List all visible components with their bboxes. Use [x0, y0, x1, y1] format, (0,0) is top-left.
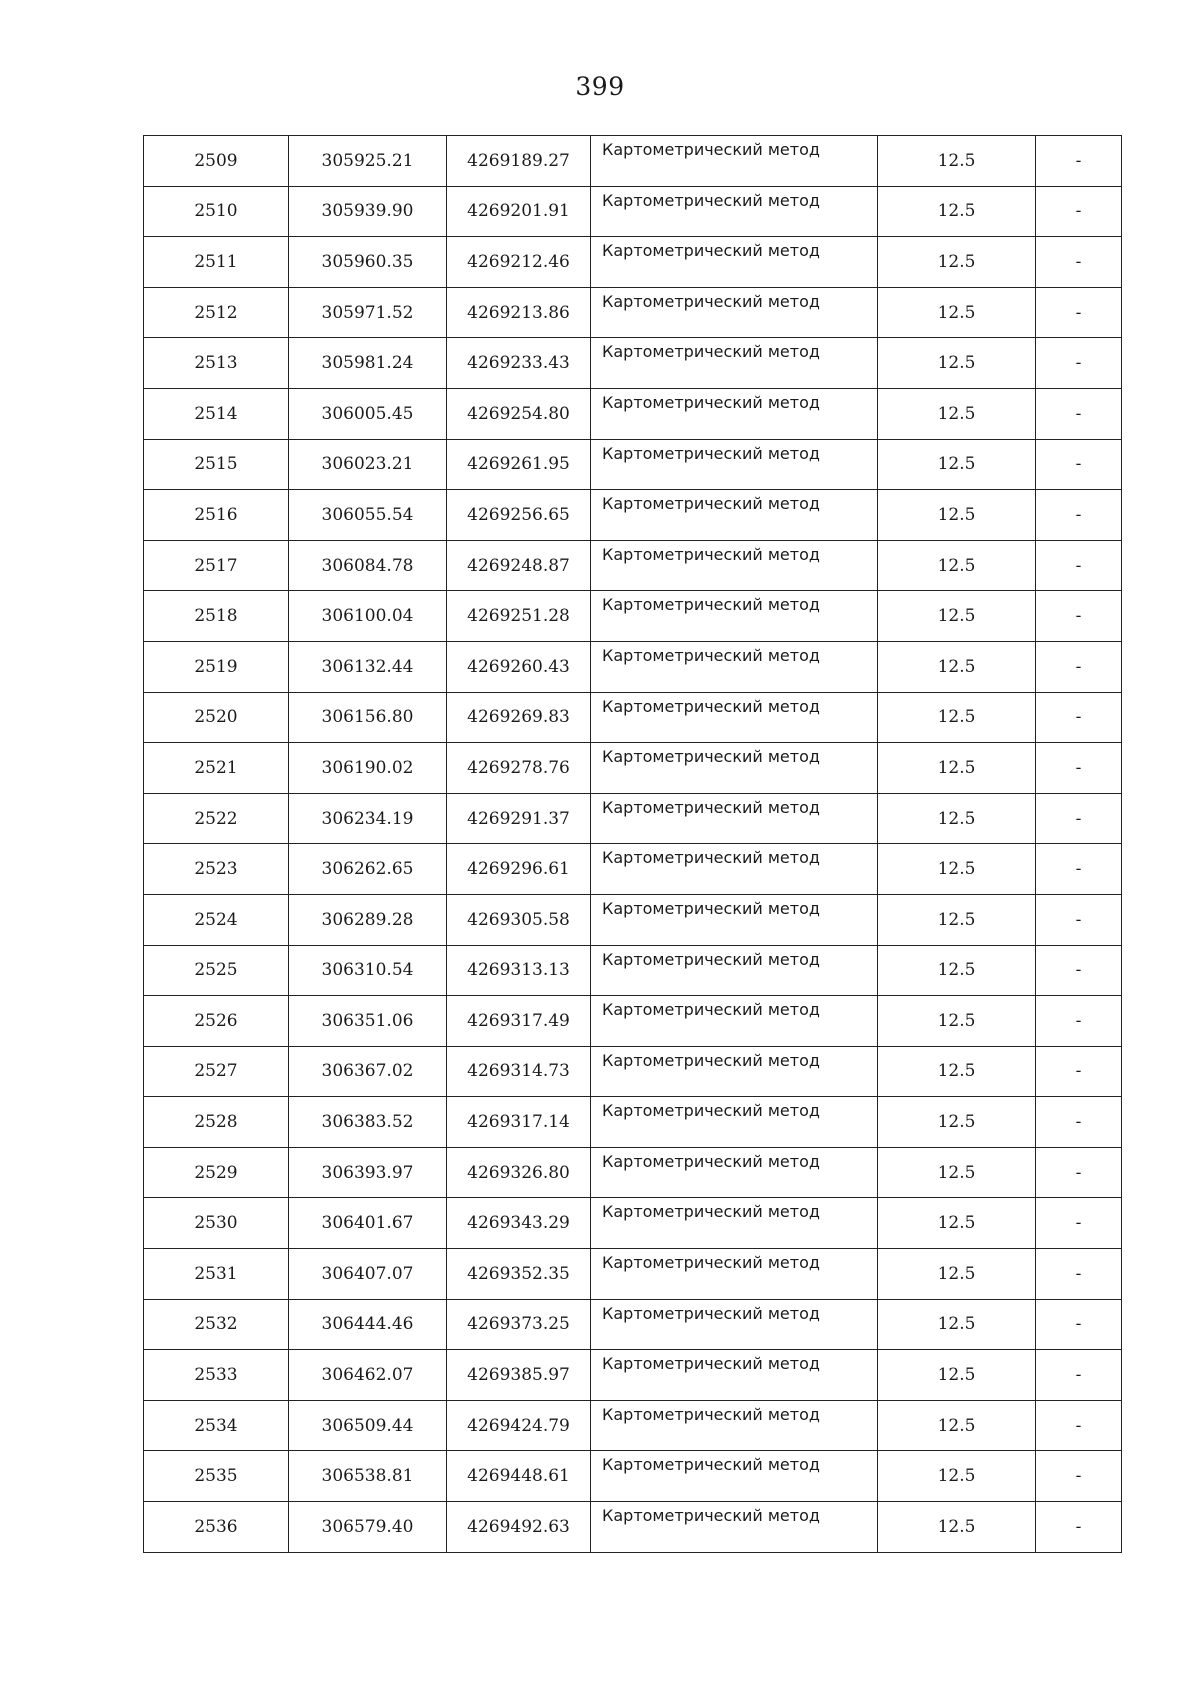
- y-coordinate-cell: 4269254.80: [447, 388, 591, 439]
- point-number-cell: 2524: [144, 894, 289, 945]
- point-number-cell: 2529: [144, 1147, 289, 1198]
- method-cell: Картометрический метод: [591, 1350, 878, 1401]
- point-number-cell: 2526: [144, 996, 289, 1047]
- point-number-cell: 2535: [144, 1451, 289, 1502]
- point-number-cell: 2523: [144, 844, 289, 895]
- x-coordinate-cell: 306579.40: [289, 1502, 447, 1553]
- accuracy-cell: 12.5: [878, 439, 1036, 490]
- x-coordinate-cell: 305925.21: [289, 136, 447, 187]
- accuracy-cell: 12.5: [878, 1400, 1036, 1451]
- method-cell: Картометрический метод: [591, 692, 878, 743]
- point-number-cell: 2530: [144, 1198, 289, 1249]
- table-row: [144, 996, 1122, 1047]
- coordinates-table-body: [144, 136, 1122, 1553]
- y-coordinate-cell: 4269248.87: [447, 540, 591, 591]
- table-row: [144, 1249, 1122, 1300]
- x-coordinate-cell: 306156.80: [289, 692, 447, 743]
- note-cell: -: [1036, 287, 1122, 338]
- y-coordinate-cell: 4269278.76: [447, 743, 591, 794]
- point-number-cell: 2527: [144, 1046, 289, 1097]
- table-row: [144, 338, 1122, 389]
- method-cell: Картометрический метод: [591, 1097, 878, 1148]
- y-coordinate-cell: 4269305.58: [447, 894, 591, 945]
- accuracy-cell: 12.5: [878, 1502, 1036, 1553]
- accuracy-cell: 12.5: [878, 490, 1036, 541]
- point-number-cell: 2520: [144, 692, 289, 743]
- note-cell: -: [1036, 692, 1122, 743]
- table-row: [144, 1198, 1122, 1249]
- x-coordinate-cell: 306055.54: [289, 490, 447, 541]
- point-number-cell: 2516: [144, 490, 289, 541]
- x-coordinate-cell: 306234.19: [289, 793, 447, 844]
- note-cell: -: [1036, 844, 1122, 895]
- y-coordinate-cell: 4269233.43: [447, 338, 591, 389]
- accuracy-cell: 12.5: [878, 1147, 1036, 1198]
- x-coordinate-cell: 306407.07: [289, 1249, 447, 1300]
- point-number-cell: 2536: [144, 1502, 289, 1553]
- point-number-cell: 2522: [144, 793, 289, 844]
- table-row: [144, 1147, 1122, 1198]
- y-coordinate-cell: 4269343.29: [447, 1198, 591, 1249]
- note-cell: -: [1036, 540, 1122, 591]
- method-cell: Картометрический метод: [591, 540, 878, 591]
- x-coordinate-cell: 306289.28: [289, 894, 447, 945]
- y-coordinate-cell: 4269373.25: [447, 1299, 591, 1350]
- table-row: [144, 1097, 1122, 1148]
- x-coordinate-cell: 305960.35: [289, 237, 447, 288]
- y-coordinate-cell: 4269251.28: [447, 591, 591, 642]
- x-coordinate-cell: 306100.04: [289, 591, 447, 642]
- accuracy-cell: 12.5: [878, 388, 1036, 439]
- accuracy-cell: 12.5: [878, 136, 1036, 187]
- accuracy-cell: 12.5: [878, 743, 1036, 794]
- accuracy-cell: 12.5: [878, 641, 1036, 692]
- point-number-cell: 2509: [144, 136, 289, 187]
- method-cell: Картометрический метод: [591, 1198, 878, 1249]
- table-row: [144, 439, 1122, 490]
- x-coordinate-cell: 306538.81: [289, 1451, 447, 1502]
- y-coordinate-cell: 4269296.61: [447, 844, 591, 895]
- method-cell: Картометрический метод: [591, 996, 878, 1047]
- method-cell: Картометрический метод: [591, 388, 878, 439]
- note-cell: -: [1036, 1198, 1122, 1249]
- table-row: [144, 641, 1122, 692]
- table-row: [144, 287, 1122, 338]
- x-coordinate-cell: 306444.46: [289, 1299, 447, 1350]
- table-row: [144, 894, 1122, 945]
- y-coordinate-cell: 4269448.61: [447, 1451, 591, 1502]
- coordinates-table: [143, 135, 1122, 1553]
- accuracy-cell: 12.5: [878, 1350, 1036, 1401]
- y-coordinate-cell: 4269256.65: [447, 490, 591, 541]
- table-row: [144, 1451, 1122, 1502]
- note-cell: -: [1036, 1147, 1122, 1198]
- point-number-cell: 2521: [144, 743, 289, 794]
- x-coordinate-cell: 306393.97: [289, 1147, 447, 1198]
- method-cell: Картометрический метод: [591, 591, 878, 642]
- accuracy-cell: 12.5: [878, 338, 1036, 389]
- y-coordinate-cell: 4269189.27: [447, 136, 591, 187]
- accuracy-cell: 12.5: [878, 237, 1036, 288]
- note-cell: -: [1036, 338, 1122, 389]
- table-row: [144, 1299, 1122, 1350]
- method-cell: Картометрический метод: [591, 945, 878, 996]
- accuracy-cell: 12.5: [878, 1198, 1036, 1249]
- table-row: [144, 1502, 1122, 1553]
- table-row: [144, 591, 1122, 642]
- x-coordinate-cell: 306367.02: [289, 1046, 447, 1097]
- x-coordinate-cell: 306005.45: [289, 388, 447, 439]
- method-cell: Картометрический метод: [591, 641, 878, 692]
- accuracy-cell: 12.5: [878, 591, 1036, 642]
- y-coordinate-cell: 4269212.46: [447, 237, 591, 288]
- accuracy-cell: 12.5: [878, 1451, 1036, 1502]
- point-number-cell: 2532: [144, 1299, 289, 1350]
- point-number-cell: 2517: [144, 540, 289, 591]
- method-cell: Картометрический метод: [591, 490, 878, 541]
- y-coordinate-cell: 4269213.86: [447, 287, 591, 338]
- x-coordinate-cell: 306084.78: [289, 540, 447, 591]
- note-cell: -: [1036, 1350, 1122, 1401]
- x-coordinate-cell: 306509.44: [289, 1400, 447, 1451]
- point-number-cell: 2518: [144, 591, 289, 642]
- note-cell: -: [1036, 186, 1122, 237]
- table-row: [144, 692, 1122, 743]
- note-cell: -: [1036, 894, 1122, 945]
- note-cell: -: [1036, 591, 1122, 642]
- table-row: [144, 1350, 1122, 1401]
- note-cell: -: [1036, 490, 1122, 541]
- accuracy-cell: 12.5: [878, 945, 1036, 996]
- table-row: [144, 1400, 1122, 1451]
- y-coordinate-cell: 4269492.63: [447, 1502, 591, 1553]
- method-cell: Картометрический метод: [591, 439, 878, 490]
- method-cell: Картометрический метод: [591, 287, 878, 338]
- y-coordinate-cell: 4269424.79: [447, 1400, 591, 1451]
- accuracy-cell: 12.5: [878, 1097, 1036, 1148]
- point-number-cell: 2514: [144, 388, 289, 439]
- x-coordinate-cell: 306190.02: [289, 743, 447, 794]
- x-coordinate-cell: 306132.44: [289, 641, 447, 692]
- table-row: [144, 844, 1122, 895]
- note-cell: -: [1036, 237, 1122, 288]
- method-cell: Картометрический метод: [591, 1147, 878, 1198]
- method-cell: Картометрический метод: [591, 186, 878, 237]
- y-coordinate-cell: 4269385.97: [447, 1350, 591, 1401]
- x-coordinate-cell: 306262.65: [289, 844, 447, 895]
- x-coordinate-cell: 306383.52: [289, 1097, 447, 1148]
- method-cell: Картометрический метод: [591, 136, 878, 187]
- y-coordinate-cell: 4269317.14: [447, 1097, 591, 1148]
- accuracy-cell: 12.5: [878, 287, 1036, 338]
- note-cell: -: [1036, 1451, 1122, 1502]
- accuracy-cell: 12.5: [878, 793, 1036, 844]
- y-coordinate-cell: 4269313.13: [447, 945, 591, 996]
- method-cell: Картометрический метод: [591, 1299, 878, 1350]
- table-row: [144, 743, 1122, 794]
- method-cell: Картометрический метод: [591, 894, 878, 945]
- method-cell: Картометрический метод: [591, 844, 878, 895]
- accuracy-cell: 12.5: [878, 1046, 1036, 1097]
- table-row: [144, 136, 1122, 187]
- point-number-cell: 2512: [144, 287, 289, 338]
- note-cell: -: [1036, 945, 1122, 996]
- x-coordinate-cell: 305981.24: [289, 338, 447, 389]
- point-number-cell: 2510: [144, 186, 289, 237]
- point-number-cell: 2534: [144, 1400, 289, 1451]
- method-cell: Картометрический метод: [591, 793, 878, 844]
- y-coordinate-cell: 4269269.83: [447, 692, 591, 743]
- point-number-cell: 2511: [144, 237, 289, 288]
- y-coordinate-cell: 4269260.43: [447, 641, 591, 692]
- method-cell: Картометрический метод: [591, 1400, 878, 1451]
- note-cell: -: [1036, 1502, 1122, 1553]
- point-number-cell: 2525: [144, 945, 289, 996]
- note-cell: -: [1036, 136, 1122, 187]
- table-row: [144, 490, 1122, 541]
- y-coordinate-cell: 4269326.80: [447, 1147, 591, 1198]
- note-cell: -: [1036, 996, 1122, 1047]
- point-number-cell: 2528: [144, 1097, 289, 1148]
- x-coordinate-cell: 306310.54: [289, 945, 447, 996]
- x-coordinate-cell: 306462.07: [289, 1350, 447, 1401]
- point-number-cell: 2531: [144, 1249, 289, 1300]
- accuracy-cell: 12.5: [878, 996, 1036, 1047]
- table-row: [144, 793, 1122, 844]
- point-number-cell: 2515: [144, 439, 289, 490]
- note-cell: -: [1036, 439, 1122, 490]
- table-row: [144, 388, 1122, 439]
- method-cell: Картометрический метод: [591, 743, 878, 794]
- x-coordinate-cell: 306023.21: [289, 439, 447, 490]
- x-coordinate-cell: 306351.06: [289, 996, 447, 1047]
- note-cell: -: [1036, 1097, 1122, 1148]
- x-coordinate-cell: 305939.90: [289, 186, 447, 237]
- y-coordinate-cell: 4269261.95: [447, 439, 591, 490]
- note-cell: -: [1036, 743, 1122, 794]
- accuracy-cell: 12.5: [878, 186, 1036, 237]
- note-cell: -: [1036, 1299, 1122, 1350]
- point-number-cell: 2533: [144, 1350, 289, 1401]
- y-coordinate-cell: 4269314.73: [447, 1046, 591, 1097]
- y-coordinate-cell: 4269201.91: [447, 186, 591, 237]
- point-number-cell: 2513: [144, 338, 289, 389]
- table-row: [144, 237, 1122, 288]
- point-number-cell: 2519: [144, 641, 289, 692]
- note-cell: -: [1036, 793, 1122, 844]
- accuracy-cell: 12.5: [878, 1249, 1036, 1300]
- x-coordinate-cell: 305971.52: [289, 287, 447, 338]
- accuracy-cell: 12.5: [878, 692, 1036, 743]
- table-row: [144, 1046, 1122, 1097]
- note-cell: -: [1036, 1400, 1122, 1451]
- accuracy-cell: 12.5: [878, 1299, 1036, 1350]
- accuracy-cell: 12.5: [878, 540, 1036, 591]
- table-row: [144, 186, 1122, 237]
- method-cell: Картометрический метод: [591, 338, 878, 389]
- note-cell: -: [1036, 1046, 1122, 1097]
- note-cell: -: [1036, 388, 1122, 439]
- y-coordinate-cell: 4269291.37: [447, 793, 591, 844]
- y-coordinate-cell: 4269317.49: [447, 996, 591, 1047]
- table-row: [144, 540, 1122, 591]
- method-cell: Картометрический метод: [591, 1502, 878, 1553]
- x-coordinate-cell: 306401.67: [289, 1198, 447, 1249]
- page-number: 399: [575, 72, 625, 101]
- method-cell: Картометрический метод: [591, 1249, 878, 1300]
- table-row: [144, 945, 1122, 996]
- accuracy-cell: 12.5: [878, 844, 1036, 895]
- accuracy-cell: 12.5: [878, 894, 1036, 945]
- note-cell: -: [1036, 641, 1122, 692]
- method-cell: Картометрический метод: [591, 237, 878, 288]
- y-coordinate-cell: 4269352.35: [447, 1249, 591, 1300]
- note-cell: -: [1036, 1249, 1122, 1300]
- method-cell: Картометрический метод: [591, 1046, 878, 1097]
- method-cell: Картометрический метод: [591, 1451, 878, 1502]
